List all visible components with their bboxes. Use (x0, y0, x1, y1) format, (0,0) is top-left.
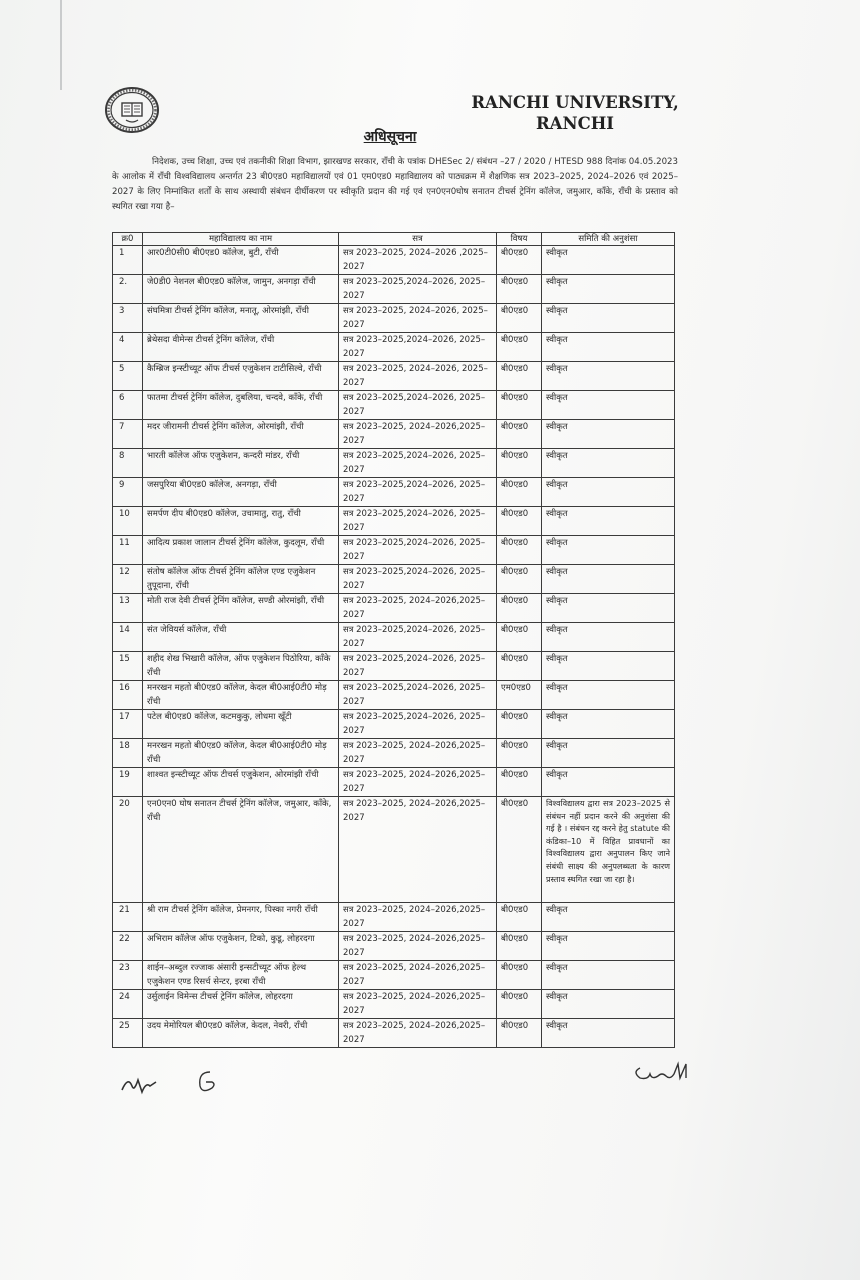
cell-subject: बी0एड0 (497, 449, 542, 478)
table-row (113, 333, 675, 362)
cell-subject: बी0एड0 (497, 710, 542, 739)
university-name (470, 92, 680, 134)
cell-recommendation: स्वीकृत (542, 710, 675, 739)
cell-subject: बी0एड0 (497, 304, 542, 333)
cell-college-name: मोती राज देवी टीचर्स ट्रेनिंग कॉलेज, सण्डी ओरमांझी, राँची (143, 594, 339, 623)
cell-college-name: कैम्ब्रिज इन्स्टीच्यूट ऑफ टीचर्स एजुकेशन टाटीसिल्वे, राँची (143, 362, 339, 391)
cell-subject: बी0एड0 (497, 478, 542, 507)
cell-serial-number: 7 (113, 420, 143, 449)
table-row (113, 362, 675, 391)
cell-college-name: उदय मेमोरियल बी0एड0 कॉलेज, केदल, नेवरी, राँची (143, 1019, 339, 1048)
table-row (113, 961, 675, 990)
table-row (113, 565, 675, 594)
cell-college-name: फातमा टीचर्स ट्रेनिंग कॉलेज, दुबलिया, चन्दवे, काँके, राँची (143, 391, 339, 420)
table-row (113, 449, 675, 478)
cell-session: सत्र 2023–2025, 2024–2026,2025–2027 (339, 594, 497, 623)
cell-recommendation: स्वीकृत (542, 768, 675, 797)
cell-recommendation: स्वीकृत (542, 932, 675, 961)
table-row (113, 990, 675, 1019)
cell-recommendation: स्वीकृत (542, 246, 675, 275)
cell-college-name: एन0एन0 घोष सनातन टीचर्स ट्रेनिंग कॉलेज, जमुआर, काँके, राँची (143, 797, 339, 903)
cell-recommendation: स्वीकृत (542, 391, 675, 420)
university-seal-icon (104, 86, 160, 134)
cell-serial-number: 4 (113, 333, 143, 362)
cell-college-name: ब्रेथेसदा वीमेन्स टीचर्स ट्रेनिंग कॉलेज, राँची (143, 333, 339, 362)
cell-recommendation: स्वीकृत (542, 507, 675, 536)
cell-session: सत्र 2023–2025,2024–2026, 2025–2027 (339, 478, 497, 507)
cell-recommendation: स्वीकृत (542, 420, 675, 449)
cell-serial-number: 11 (113, 536, 143, 565)
cell-session: सत्र 2023–2025, 2024–2026,2025–2027 (339, 768, 497, 797)
cell-recommendation: स्वीकृत (542, 681, 675, 710)
cell-college-name: आर0टी0सी0 बी0एड0 कॉलेज, बुटी, राँची (143, 246, 339, 275)
cell-college-name: मनरखन महतो बी0एड0 कॉलेज, केदल बी0आई0टी0 मोड़ राँची (143, 681, 339, 710)
cell-session: सत्र 2023–2025,2024–2026, 2025–2027 (339, 710, 497, 739)
cell-serial-number: 10 (113, 507, 143, 536)
cell-serial-number: 18 (113, 739, 143, 768)
cell-subject: बी0एड0 (497, 961, 542, 990)
cell-subject: बी0एड0 (497, 362, 542, 391)
column-header-serial: क्र0 (113, 233, 143, 246)
colleges-table (112, 232, 675, 1048)
cell-serial-number: 3 (113, 304, 143, 333)
cell-subject: बी0एड0 (497, 797, 542, 903)
cell-college-name: पटेल बी0एड0 कॉलेज, कटमकुकु, लोधमा खूँटी (143, 710, 339, 739)
cell-recommendation: स्वीकृत (542, 903, 675, 932)
cell-serial-number: 21 (113, 903, 143, 932)
cell-serial-number: 17 (113, 710, 143, 739)
cell-college-name: जे0डी0 नेशनल बी0एड0 कॉलेज, जामुन, अनगड़ा राँची (143, 275, 339, 304)
cell-subject: बी0एड0 (497, 275, 542, 304)
university-name-line1: RANCHI UNIVERSITY, (471, 93, 679, 112)
cell-session: सत्र 2023–2025, 2024–2026,2025–2027 (339, 739, 497, 768)
cell-recommendation: स्वीकृत (542, 1019, 675, 1048)
table-row (113, 478, 675, 507)
cell-session: सत्र 2023–2025, 2024–2026 ,2025–2027 (339, 246, 497, 275)
paper-fold-shadow (60, 0, 62, 90)
notice-intro-paragraph: निदेशक, उच्च शिक्षा, उच्च एवं तकनीकी शिक्षा विभाग, झारखण्ड सरकार, राँची के पत्रांक DHESec 2/ संबंधन –27 / 2020 / HTESD 988 दिनांक 04.05.2023 के आलोक में राँची विश्वविद्यालय अन्तर्गत 23 बी0एड0 महाविद्यालयों एवं 01 एम0एड0 महाविद्यालय को पाठ्यक्रम में शैक्षणिक सत्र 2023–2025, 2024–2026 एवं 2025–2027 के लिए निम्नांकित शर्तों के साथ अस्थायी संबंधन दीर्घीकरण पर स्वीकृति प्रदान की गई एवं एन0एन0घोष सनातन टीचर्स ट्रेनिंग कॉलेज, जमुआर, काँके, राँची के प्रस्ताव को स्थगित रखा गया है– (112, 157, 678, 212)
table-row (113, 594, 675, 623)
cell-session: सत्र 2023–2025, 2024–2026, 2025–2027 (339, 304, 497, 333)
cell-serial-number: 8 (113, 449, 143, 478)
cell-subject: बी0एड0 (497, 990, 542, 1019)
cell-serial-number: 16 (113, 681, 143, 710)
cell-recommendation: स्वीकृत (542, 594, 675, 623)
cell-serial-number: 24 (113, 990, 143, 1019)
cell-recommendation: स्वीकृत (542, 990, 675, 1019)
cell-session: सत्र 2023–2025,2024–2026, 2025–2027 (339, 623, 497, 652)
cell-session: सत्र 2023–2025,2024–2026, 2025–2027 (339, 536, 497, 565)
cell-college-name: संघमित्रा टीचर्स ट्रेनिंग कॉलेज, मनातू, ओरमांझी, राँची (143, 304, 339, 333)
cell-session: सत्र 2023–2025, 2024–2026,2025–2027 (339, 1019, 497, 1048)
cell-subject: बी0एड0 (497, 420, 542, 449)
table-row (113, 739, 675, 768)
cell-serial-number: 25 (113, 1019, 143, 1048)
cell-serial-number: 9 (113, 478, 143, 507)
column-header-session: सत्र (339, 233, 497, 246)
cell-session: सत्र 2023–2025,2024–2026, 2025–2027 (339, 333, 497, 362)
column-header-subject: विषय (497, 233, 542, 246)
table-row (113, 391, 675, 420)
cell-serial-number: 1 (113, 246, 143, 275)
cell-college-name: जसपुरिया बी0एड0 कॉलेज, अनगड़ा, राँची (143, 478, 339, 507)
cell-session: सत्र 2023–2025, 2024–2026,2025–2027 (339, 420, 497, 449)
cell-serial-number: 6 (113, 391, 143, 420)
cell-recommendation: स्वीकृत (542, 449, 675, 478)
cell-recommendation: स्वीकृत (542, 623, 675, 652)
table-row (113, 1019, 675, 1048)
cell-recommendation: स्वीकृत (542, 304, 675, 333)
cell-session: सत्र 2023–2025, 2024–2026,2025–2027 (339, 990, 497, 1019)
cell-serial-number: 12 (113, 565, 143, 594)
cell-college-name: संत जेवियर्स कॉलेज, राँची (143, 623, 339, 652)
cell-serial-number: 2. (113, 275, 143, 304)
cell-subject: बी0एड0 (497, 623, 542, 652)
table-row (113, 652, 675, 681)
cell-college-name: शाईन–अब्दुल रज्जाक अंसारी इन्सटीच्यूट ऑफ हेल्थ एजुकेशन एण्ड रिसर्च सेन्टर, इरबा राँची (143, 961, 339, 990)
notice-title: अधिसूचना (363, 129, 417, 145)
table-row (113, 710, 675, 739)
cell-recommendation: स्वीकृत (542, 333, 675, 362)
cell-college-name: संतोष कॉलेज ऑफ टीचर्स ट्रेनिंग कॉलेज एण्ड एजुकेशन तुपूदाना, राँची (143, 565, 339, 594)
cell-session: सत्र 2023–2025,2024–2026, 2025–2027 (339, 565, 497, 594)
signature-left (118, 1066, 228, 1098)
signature-right (630, 1056, 720, 1086)
cell-session: सत्र 2023–2025,2024–2026, 2025–2027 (339, 507, 497, 536)
cell-recommendation: स्वीकृत (542, 275, 675, 304)
cell-recommendation: स्वीकृत (542, 565, 675, 594)
cell-college-name: शहीद शेख भिखारी कॉलेज, ऑफ एजुकेशन पिठोरिया, काँके राँची (143, 652, 339, 681)
cell-subject: बी0एड0 (497, 739, 542, 768)
column-header-recommendation: समिति की अनुशंसा (542, 233, 675, 246)
table-row (113, 275, 675, 304)
cell-recommendation: स्वीकृत (542, 536, 675, 565)
table-row (113, 507, 675, 536)
cell-serial-number: 23 (113, 961, 143, 990)
cell-session: सत्र 2023–2025,2024–2026, 2025–2027 (339, 391, 497, 420)
cell-college-name: श्री राम टीचर्स ट्रेनिंग कॉलेज, प्रेमनगर, पिस्का नगरी राँची (143, 903, 339, 932)
cell-serial-number: 15 (113, 652, 143, 681)
cell-subject: बी0एड0 (497, 594, 542, 623)
cell-session: सत्र 2023–2025, 2024–2026,2025–2027 (339, 903, 497, 932)
table-row (113, 420, 675, 449)
cell-recommendation: विश्वविद्यालय द्वारा सत्र 2023–2025 से संबंधन नहीं प्रदान करने की अनुशंसा की गई है । संबंधन रद्द करने हेतु statute की कंडिका–10 में विहित प्रावधानों का विश्वविद्यालय द्वारा अनुपालन किए जाने संबंधी साक्ष्य की अनुपलब्धता के कारण प्रस्ताव स्थगित रखा जा रहा है। (542, 797, 675, 903)
cell-subject: एम0एड0 (497, 681, 542, 710)
cell-college-name: अभिराम कॉलेज ऑफ एजुकेशन, टिको, कुडू, लोहरदगा (143, 932, 339, 961)
table-row (113, 536, 675, 565)
table-row (113, 623, 675, 652)
cell-subject: बी0एड0 (497, 391, 542, 420)
cell-serial-number: 20 (113, 797, 143, 903)
cell-subject: बी0एड0 (497, 932, 542, 961)
university-name-line2: RANCHI (535, 114, 615, 133)
cell-college-name: मदर जीरामनी टीचर्स ट्रेनिंग कॉलेज, ओरमांझी, राँची (143, 420, 339, 449)
table-row (113, 797, 675, 903)
cell-college-name: उर्सुलाईन विमेन्स टीचर्स ट्रेनिंग कॉलेज, लोहरदगा (143, 990, 339, 1019)
cell-session: सत्र 2023–2025, 2024–2026, 2025–2027 (339, 362, 497, 391)
cell-recommendation: स्वीकृत (542, 652, 675, 681)
cell-session: सत्र 2023–2025, 2024–2026,2025–2027 (339, 961, 497, 990)
table-row (113, 304, 675, 333)
cell-college-name: भारती कॉलेज ऑफ एजुकेशन, कन्दरी मांडर, राँची (143, 449, 339, 478)
cell-college-name: समर्पण दीप बी0एड0 कॉलेज, उचामातु, रातु, राँची (143, 507, 339, 536)
cell-session: सत्र 2023–2025, 2024–2026,2025–2027 (339, 797, 497, 903)
cell-session: सत्र 2023–2025,2024–2026, 2025–2027 (339, 275, 497, 304)
cell-serial-number: 22 (113, 932, 143, 961)
cell-session: सत्र 2023–2025,2024–2026, 2025–2027 (339, 449, 497, 478)
cell-serial-number: 19 (113, 768, 143, 797)
cell-serial-number: 14 (113, 623, 143, 652)
cell-subject: बी0एड0 (497, 333, 542, 362)
cell-session: सत्र 2023–2025, 2024–2026,2025–2027 (339, 932, 497, 961)
cell-subject: बी0एड0 (497, 903, 542, 932)
table-row (113, 768, 675, 797)
table-row (113, 681, 675, 710)
table-row (113, 246, 675, 275)
table-row (113, 932, 675, 961)
cell-recommendation: स्वीकृत (542, 739, 675, 768)
cell-subject: बी0एड0 (497, 768, 542, 797)
cell-session: सत्र 2023–2025,2024–2026, 2025–2027 (339, 652, 497, 681)
cell-session: सत्र 2023–2025,2024–2026, 2025–2027 (339, 681, 497, 710)
cell-subject: बी0एड0 (497, 565, 542, 594)
cell-college-name: मनरखन महतो बी0एड0 कॉलेज, केदल बी0आई0टी0 मोड़ राँची (143, 739, 339, 768)
cell-subject: बी0एड0 (497, 246, 542, 275)
cell-college-name: आदित्य प्रकाश जालान टीचर्स ट्रेनिंग कॉलेज, कुदलूम, राँची (143, 536, 339, 565)
column-header-college: महाविद्यालय का नाम (143, 233, 339, 246)
cell-subject: बी0एड0 (497, 536, 542, 565)
cell-recommendation: स्वीकृत (542, 478, 675, 507)
cell-serial-number: 5 (113, 362, 143, 391)
table-header-row (113, 233, 675, 246)
cell-college-name: शाश्वत इन्स्टीच्यूट ऑफ टीचर्स एजुकेशन, ओरमांझी राँची (143, 768, 339, 797)
cell-recommendation: स्वीकृत (542, 961, 675, 990)
cell-subject: बी0एड0 (497, 652, 542, 681)
cell-subject: बी0एड0 (497, 1019, 542, 1048)
cell-serial-number: 13 (113, 594, 143, 623)
cell-recommendation: स्वीकृत (542, 362, 675, 391)
table-row (113, 903, 675, 932)
cell-subject: बी0एड0 (497, 507, 542, 536)
